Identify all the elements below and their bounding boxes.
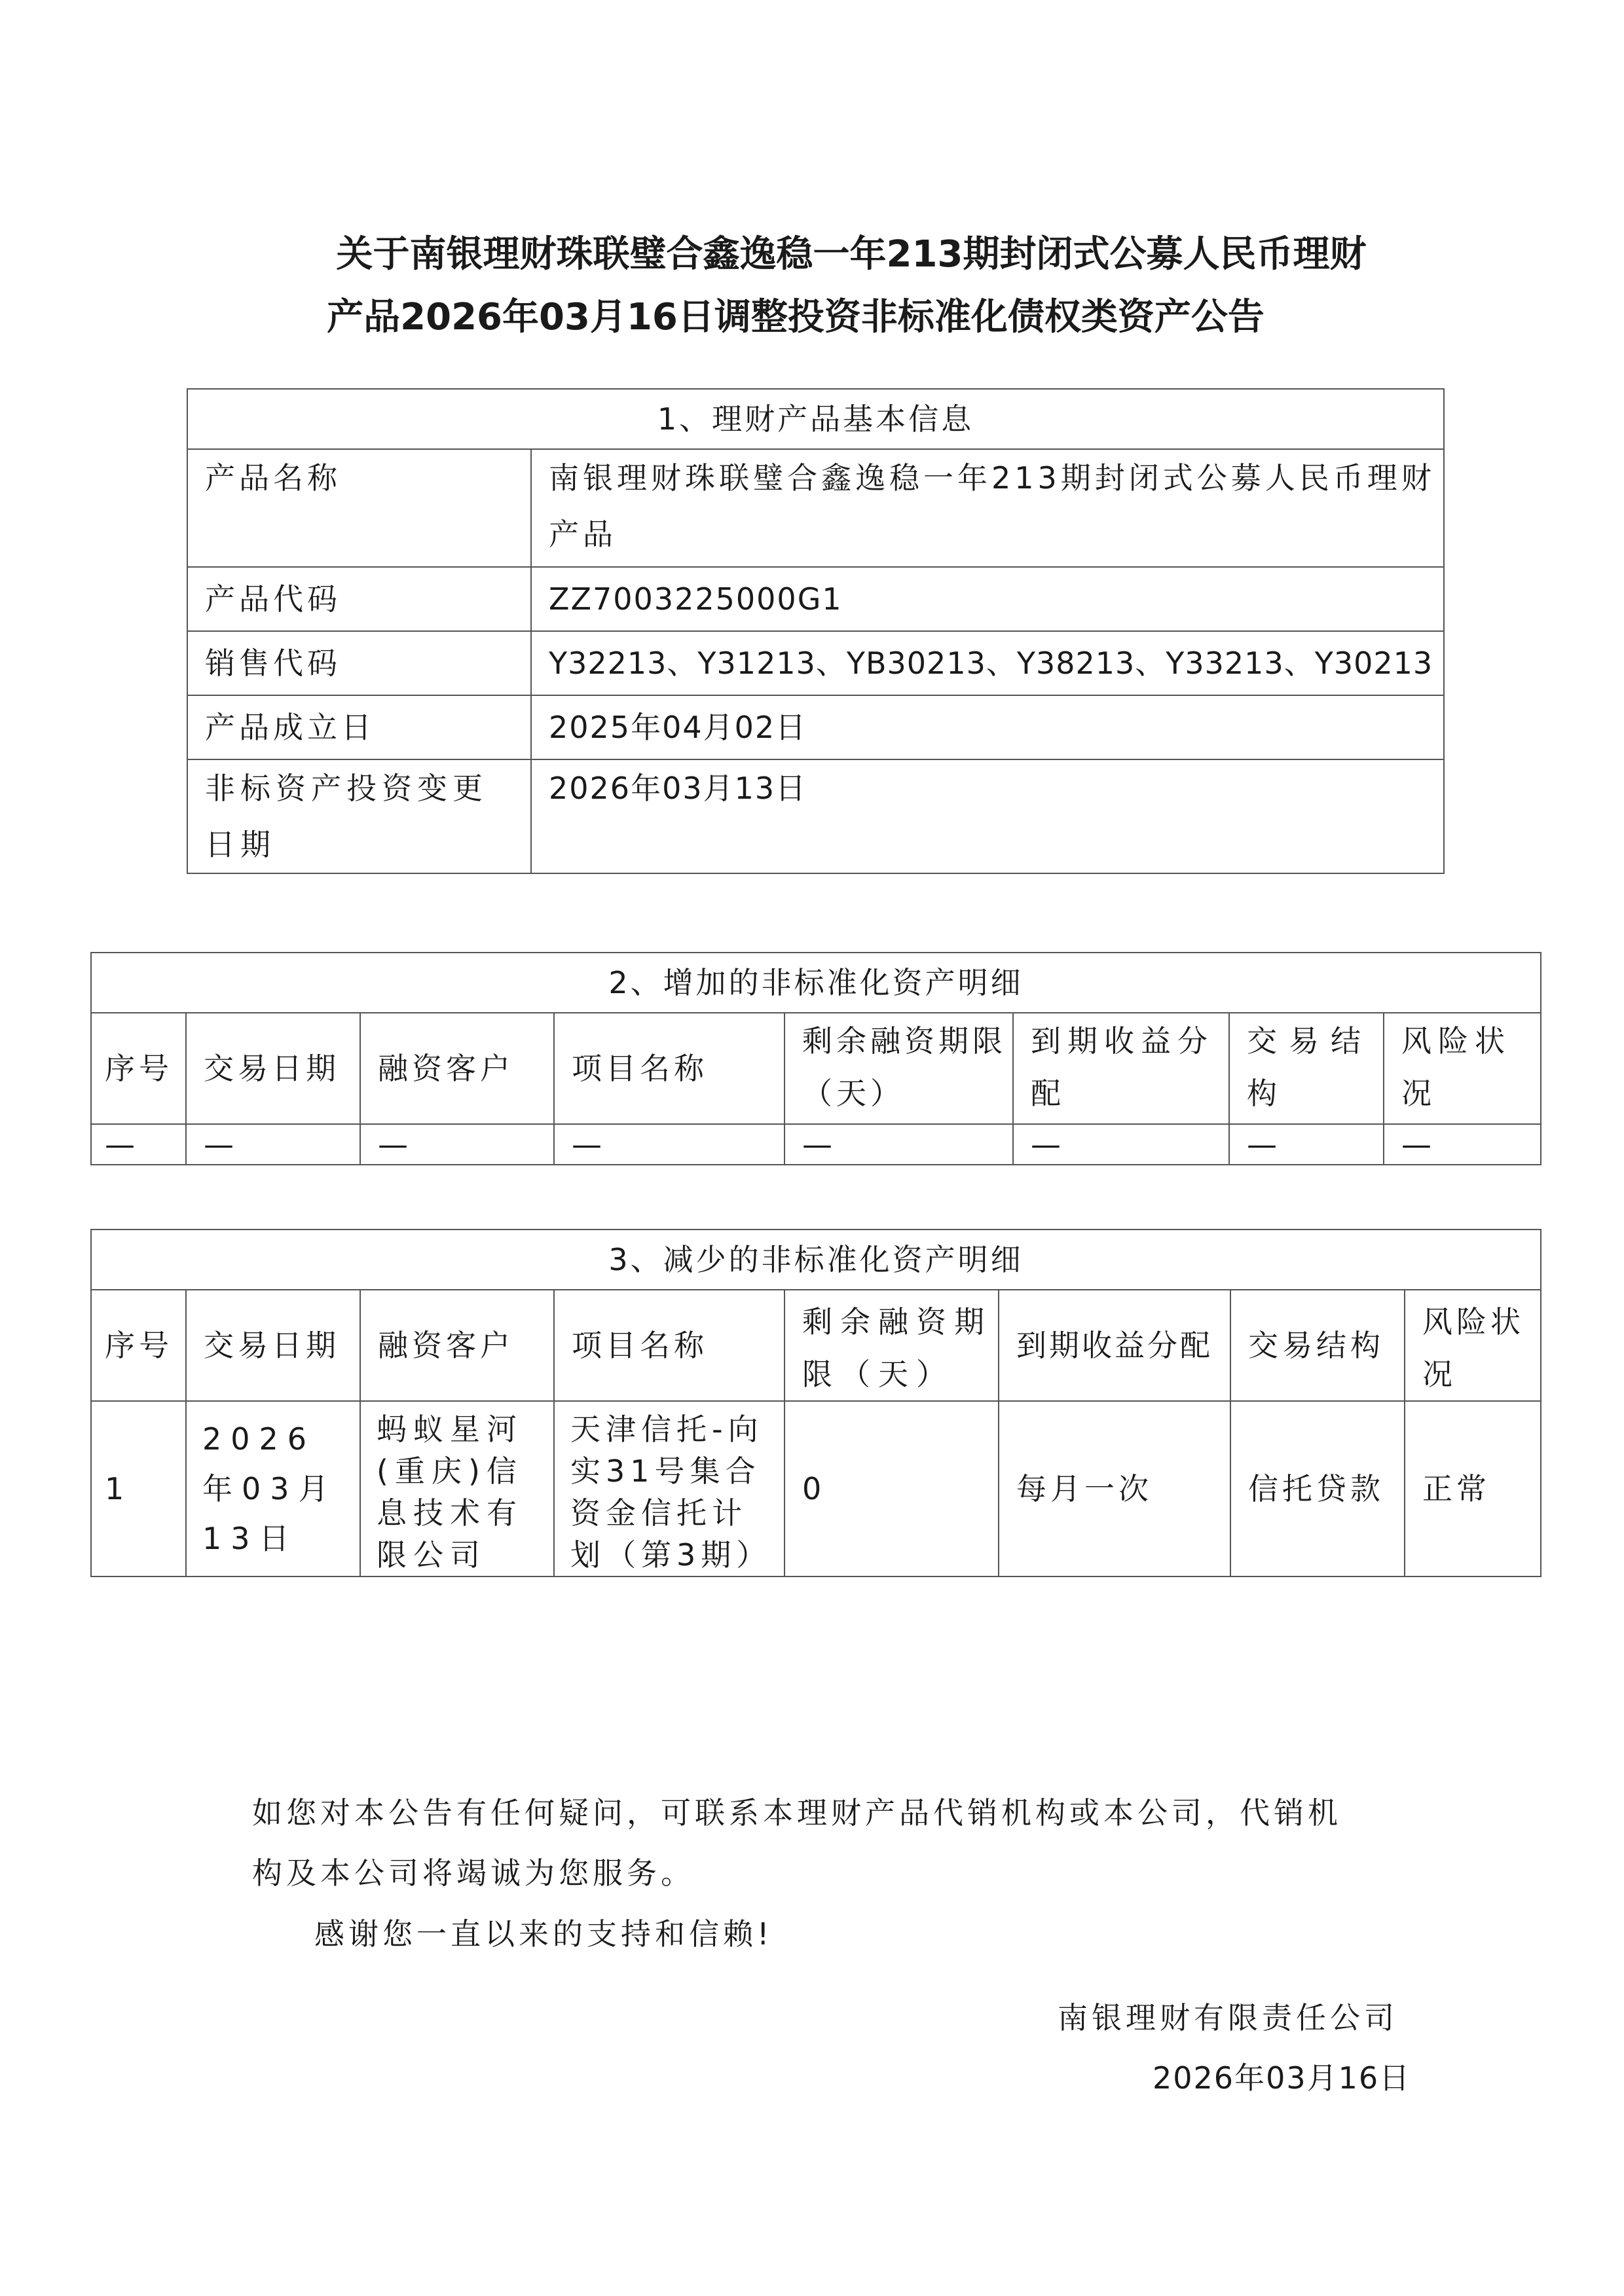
cell-empty: —	[784, 1124, 1013, 1165]
col-trade-date: 交易日期	[186, 1013, 360, 1124]
title-line-2: 产品2026年03月16日调整投资非标准化债权类资产公告	[327, 296, 1264, 338]
closing-paragraph-2: 感谢您一直以来的支持和信赖!	[314, 1916, 773, 1952]
cell-empty: —	[360, 1124, 554, 1165]
col-project: 项目名称	[554, 1290, 784, 1401]
closing-paragraph-1-cont: 构及本公司将竭诚为您服务。	[252, 1855, 695, 1891]
value-product-code: ZZ7003225000G1	[531, 567, 1444, 631]
section2-heading: 2、增加的非标准化资产明细	[91, 953, 1541, 1013]
col-index: 序号	[91, 1013, 186, 1124]
col-income-distribution: 到期收益分配	[999, 1290, 1230, 1401]
cell-empty: —	[1229, 1124, 1384, 1165]
label-sales-code: 销售代码	[187, 631, 531, 695]
added-assets-table	[90, 952, 1541, 1165]
row-remaining-term: 0	[784, 1401, 999, 1576]
cell-empty: —	[554, 1124, 784, 1165]
row-index: 1	[91, 1401, 186, 1576]
col-risk: 风险状况	[1405, 1290, 1541, 1401]
row-client: 蚂蚁星河(重庆)信息技术有限公司	[360, 1401, 554, 1576]
value-sales-code: Y32213、Y31213、YB30213、Y38213、Y33213、Y30213	[531, 631, 1444, 695]
row-income-distribution: 每月一次	[999, 1401, 1230, 1576]
cell-empty: —	[1384, 1124, 1541, 1165]
col-index: 序号	[91, 1290, 186, 1401]
col-client: 融资客户	[360, 1013, 554, 1124]
section1-heading: 1、理财产品基本信息	[187, 389, 1444, 449]
title-line-1: 关于南银理财珠联璧合鑫逸稳一年213期封闭式公募人民币理财	[336, 233, 1367, 276]
col-project: 项目名称	[554, 1013, 784, 1124]
closing-paragraph-1: 如您对本公告有任何疑问，可联系本理财产品代销机构或本公司，代销机	[252, 1795, 1342, 1831]
row-project: 天津信托-向实31号集合资金信托计划（第3期）	[554, 1401, 784, 1576]
label-change-date: 非标资产投资变更日期	[187, 759, 531, 873]
col-income-distribution: 到期收益分配	[1013, 1013, 1229, 1124]
value-establish-date: 2025年04月02日	[531, 695, 1444, 759]
signature-date: 2026年03月16日	[1153, 2060, 1411, 2096]
col-remaining-term: 剩余融资期限（天）	[784, 1290, 999, 1401]
col-risk: 风险状况	[1384, 1013, 1541, 1124]
row-risk: 正常	[1405, 1401, 1541, 1576]
col-structure: 交易结构	[1230, 1290, 1405, 1401]
label-product-code: 产品代码	[187, 567, 531, 631]
basic-info-table	[187, 388, 1445, 874]
col-trade-date: 交易日期	[186, 1290, 360, 1401]
value-change-date: 2026年03月13日	[531, 759, 1444, 873]
cell-empty: —	[1013, 1124, 1229, 1165]
section3-heading: 3、减少的非标准化资产明细	[91, 1230, 1541, 1290]
value-product-name: 南银理财珠联璧合鑫逸稳一年213期封闭式公募人民币理财产品	[531, 449, 1444, 567]
label-establish-date: 产品成立日	[187, 695, 531, 759]
row-trade-date: 2026年03月13日	[186, 1401, 360, 1576]
col-structure: 交易结构	[1229, 1013, 1384, 1124]
signature-company: 南银理财有限责任公司	[1058, 2000, 1398, 2035]
label-product-name: 产品名称	[187, 449, 531, 567]
col-remaining-term: 剩余融资期限（天）	[784, 1013, 1013, 1124]
reduced-assets-table	[90, 1229, 1541, 1577]
col-client: 融资客户	[360, 1290, 554, 1401]
cell-empty: —	[91, 1124, 186, 1165]
cell-empty: —	[186, 1124, 360, 1165]
row-structure: 信托贷款	[1230, 1401, 1405, 1576]
